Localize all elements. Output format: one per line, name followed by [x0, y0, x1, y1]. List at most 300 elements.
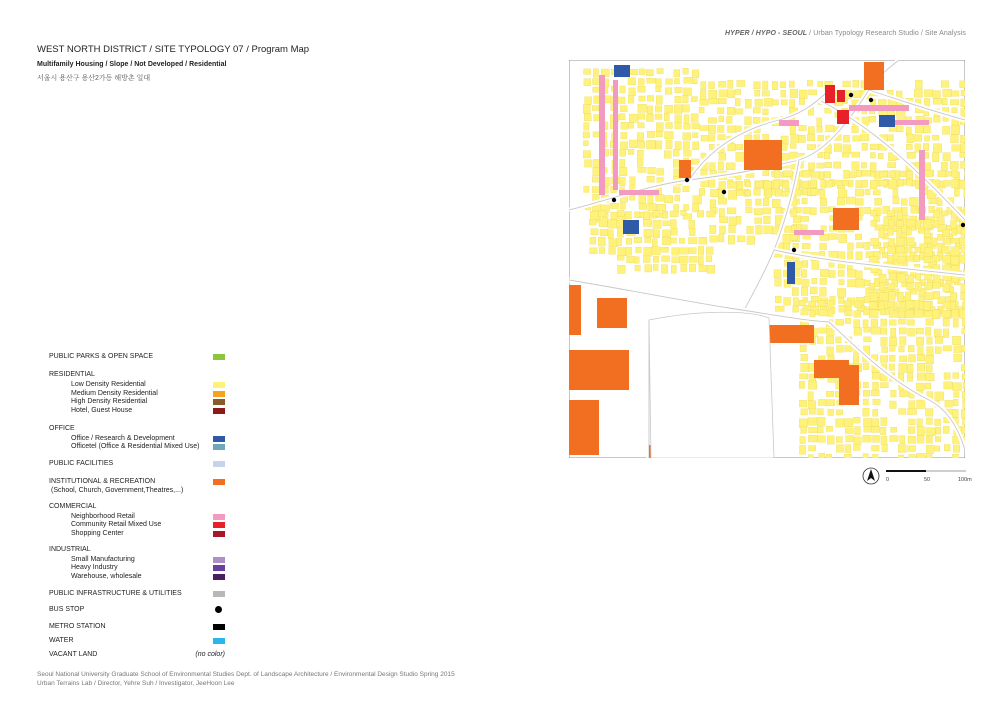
- low-density-building: [718, 98, 726, 104]
- low-density-building: [620, 142, 627, 150]
- low-density-building: [908, 345, 914, 352]
- low-density-building: [880, 356, 887, 363]
- low-density-building: [905, 292, 911, 301]
- low-density-building: [942, 98, 947, 105]
- low-density-building: [923, 220, 932, 229]
- low-density-building: [608, 220, 617, 229]
- low-density-building: [843, 135, 849, 142]
- low-density-building: [746, 190, 751, 196]
- low-density-building: [838, 270, 844, 276]
- low-density-building: [963, 418, 966, 425]
- low-density-building: [764, 226, 773, 234]
- low-density-building: [818, 81, 823, 87]
- low-density-building: [799, 90, 807, 99]
- low-density-building: [853, 80, 859, 87]
- low-density-building: [917, 363, 925, 371]
- low-density-building: [944, 445, 950, 451]
- low-density-building: [909, 197, 918, 205]
- low-density-building: [593, 87, 600, 92]
- low-density-building: [674, 169, 679, 177]
- low-density-building: [630, 177, 635, 185]
- low-density-building: [621, 132, 627, 139]
- low-density-building: [842, 180, 848, 185]
- low-density-building: [675, 142, 681, 150]
- low-density-building: [799, 381, 804, 388]
- low-density-building: [880, 282, 886, 290]
- low-density-building: [854, 327, 862, 335]
- low-density-building: [871, 238, 879, 246]
- low-density-building: [680, 256, 688, 263]
- low-density-building: [907, 283, 914, 290]
- low-density-building: [926, 418, 932, 425]
- low-density-building: [656, 123, 663, 132]
- low-density-building: [683, 186, 689, 192]
- low-density-building: [693, 196, 702, 204]
- legend-item-6: [49, 424, 225, 434]
- low-density-building: [836, 445, 843, 453]
- low-density-building: [924, 311, 932, 317]
- low-density-building: [872, 445, 880, 451]
- low-density-building: [888, 301, 894, 308]
- low-density-building: [916, 274, 921, 281]
- low-density-building: [710, 236, 718, 242]
- neighborhood-retail-building: [919, 150, 925, 220]
- low-density-building: [934, 329, 941, 337]
- low-density-building: [626, 238, 632, 244]
- low-density-building: [882, 347, 888, 353]
- low-density-building: [591, 229, 599, 235]
- low-density-building: [863, 435, 872, 442]
- low-density-building: [710, 225, 716, 233]
- low-density-building: [817, 127, 823, 133]
- low-density-building: [951, 220, 957, 229]
- legend-swatch: [213, 565, 225, 571]
- low-density-building: [861, 163, 866, 169]
- low-density-building: [701, 135, 709, 141]
- low-density-building: [764, 98, 773, 106]
- low-density-building: [933, 91, 941, 99]
- low-density-building: [629, 140, 638, 148]
- low-density-building: [943, 346, 952, 351]
- low-density-building: [907, 364, 913, 373]
- low-density-building: [935, 419, 941, 426]
- low-density-building: [638, 79, 644, 86]
- low-density-building: [952, 145, 960, 151]
- low-density-building: [838, 288, 846, 297]
- low-density-building: [710, 200, 716, 209]
- low-density-building: [662, 230, 670, 237]
- low-density-building: [932, 135, 939, 140]
- low-density-building: [838, 190, 847, 198]
- low-density-building: [924, 257, 931, 263]
- low-density-building: [802, 170, 809, 177]
- low-density-building: [628, 123, 633, 129]
- low-density-building: [869, 310, 878, 319]
- low-density-building: [917, 453, 926, 458]
- low-density-building: [924, 229, 930, 237]
- low-density-building: [736, 216, 741, 224]
- low-density-building: [719, 90, 728, 97]
- credits-line-2: Urban Terrains Lab / Director, Yehre Suh / Investigator, JeeHoon Lee: [37, 680, 235, 687]
- low-density-building: [647, 140, 656, 149]
- low-density-building: [728, 182, 737, 189]
- low-density-building: [961, 345, 965, 352]
- low-density-building: [620, 177, 626, 185]
- low-density-building: [810, 287, 817, 294]
- low-density-building: [871, 171, 876, 176]
- low-density-building: [672, 248, 679, 256]
- low-density-building: [610, 203, 619, 208]
- low-density-building: [755, 218, 762, 224]
- scale-and-north: [862, 466, 972, 490]
- low-density-building: [590, 211, 599, 219]
- neighborhood-retail-building: [794, 230, 824, 235]
- low-density-building: [818, 427, 824, 433]
- program-map: [569, 60, 965, 458]
- low-density-building: [756, 199, 762, 205]
- low-density-building: [737, 236, 745, 242]
- low-density-building: [889, 355, 895, 361]
- low-density-building: [848, 280, 857, 287]
- low-density-building: [656, 86, 661, 92]
- low-density-building: [933, 99, 942, 105]
- legend-swatch: [213, 638, 225, 644]
- low-density-building: [932, 153, 939, 162]
- low-density-building: [854, 417, 860, 423]
- legend-label: Hotel, Guest House: [71, 407, 133, 414]
- low-density-building: [964, 190, 965, 198]
- institutional-building: [569, 400, 599, 455]
- low-density-building: [962, 329, 965, 335]
- low-density-building: [793, 306, 799, 312]
- low-density-building: [950, 302, 956, 311]
- low-density-building: [898, 455, 904, 458]
- low-density-building: [856, 271, 863, 279]
- low-density-building: [643, 255, 650, 263]
- low-density-building: [697, 211, 704, 218]
- low-density-building: [820, 287, 827, 296]
- low-density-building: [710, 99, 719, 104]
- low-density-building: [952, 108, 957, 113]
- low-density-building: [907, 134, 914, 143]
- legend-item-0: [49, 352, 225, 362]
- low-density-building: [645, 265, 652, 272]
- low-density-building: [917, 436, 924, 444]
- low-density-building: [629, 69, 638, 75]
- low-density-building: [945, 400, 953, 407]
- low-density-building: [801, 225, 807, 230]
- low-density-building: [942, 310, 951, 317]
- low-density-building: [905, 310, 913, 318]
- low-density-building: [684, 123, 691, 129]
- low-density-building: [801, 270, 806, 278]
- low-density-building: [801, 287, 808, 296]
- low-density-building: [839, 234, 847, 242]
- low-density-building: [889, 273, 897, 280]
- low-density-building: [657, 204, 666, 211]
- low-density-building: [899, 346, 905, 352]
- legend-swatch: [213, 354, 225, 360]
- low-density-building: [782, 191, 790, 196]
- low-density-building: [865, 242, 870, 249]
- low-density-building: [693, 133, 699, 138]
- low-density-building: [727, 116, 733, 123]
- low-density-building: [854, 437, 861, 444]
- low-density-building: [764, 181, 772, 189]
- low-density-building: [898, 311, 905, 318]
- low-density-building: [719, 116, 724, 122]
- low-density-building: [961, 90, 965, 96]
- low-density-building: [871, 220, 877, 226]
- low-density-building: [675, 122, 682, 129]
- low-density-building: [917, 427, 925, 435]
- low-density-building: [871, 327, 880, 334]
- low-density-building: [726, 163, 735, 170]
- low-density-building: [881, 418, 887, 426]
- low-density-building: [620, 97, 625, 104]
- low-density-building: [810, 189, 818, 196]
- low-density-building: [836, 419, 844, 427]
- legend-item-12: [49, 502, 225, 512]
- legend-label: INDUSTRIAL: [49, 546, 91, 553]
- low-density-building: [959, 255, 965, 263]
- legend-label: PUBLIC FACILITIES: [49, 460, 114, 467]
- low-density-building: [893, 197, 899, 204]
- low-density-building: [617, 255, 624, 260]
- low-density-building: [680, 248, 689, 254]
- low-density-building: [901, 199, 907, 206]
- low-density-building: [583, 132, 590, 138]
- legend-label: PUBLIC PARKS & OPEN SPACE: [49, 353, 153, 360]
- low-density-building: [959, 310, 965, 318]
- low-density-building: [924, 90, 933, 97]
- low-density-building: [862, 180, 868, 187]
- low-density-building: [810, 311, 816, 317]
- low-density-building: [879, 180, 888, 185]
- low-density-building: [801, 426, 807, 433]
- low-density-building: [683, 68, 689, 74]
- low-density-building: [584, 186, 589, 192]
- low-density-building: [856, 252, 862, 260]
- legend-label: Medium Density Residential: [71, 390, 158, 397]
- low-density-building: [593, 132, 599, 137]
- low-density-building: [932, 238, 937, 246]
- low-density-building: [762, 91, 769, 97]
- low-density-building: [954, 392, 959, 398]
- low-density-building: [763, 81, 769, 90]
- low-density-building: [679, 238, 685, 243]
- low-density-building: [683, 142, 689, 150]
- low-density-building: [888, 284, 895, 290]
- low-density-building: [943, 329, 949, 338]
- low-density-building: [871, 419, 879, 427]
- low-density-building: [953, 383, 962, 391]
- low-density-building: [584, 79, 591, 86]
- neighborhood-retail-building: [849, 105, 909, 111]
- low-density-building: [890, 436, 899, 442]
- low-density-building: [718, 108, 725, 114]
- low-density-building: [925, 136, 930, 141]
- bus-stop-marker: [612, 198, 616, 202]
- low-density-building: [755, 182, 763, 188]
- low-density-building: [887, 211, 895, 217]
- low-density-building: [617, 210, 624, 216]
- low-density-building: [820, 278, 827, 284]
- low-density-building: [653, 265, 658, 271]
- legend-item-22: [49, 622, 225, 632]
- low-density-building: [809, 408, 816, 414]
- low-density-building: [961, 365, 965, 372]
- low-density-building: [879, 274, 886, 283]
- low-density-building: [799, 125, 807, 130]
- low-density-building: [826, 125, 835, 132]
- low-density-building: [927, 337, 933, 344]
- low-density-building: [735, 109, 743, 114]
- low-density-building: [808, 381, 816, 389]
- low-density-building: [698, 246, 704, 255]
- low-density-building: [657, 69, 663, 74]
- low-density-building: [855, 189, 864, 196]
- low-density-building: [836, 319, 844, 325]
- low-density-building: [808, 418, 817, 426]
- low-density-building: [844, 301, 851, 307]
- low-density-building: [899, 356, 907, 362]
- low-density-building: [790, 89, 798, 98]
- low-density-building: [808, 163, 815, 170]
- low-density-building: [728, 190, 736, 199]
- low-density-building: [826, 336, 834, 344]
- low-density-building: [583, 151, 591, 158]
- low-density-building: [812, 278, 817, 284]
- low-density-building: [639, 69, 645, 75]
- low-density-building: [914, 300, 919, 308]
- legend-item-9: [49, 459, 225, 469]
- low-density-building: [746, 207, 753, 212]
- low-density-building: [908, 320, 915, 326]
- low-density-building: [854, 301, 861, 307]
- low-density-building: [625, 212, 631, 220]
- low-density-building: [924, 238, 930, 244]
- low-density-building: [783, 234, 791, 243]
- low-density-building: [728, 126, 737, 133]
- low-density-building: [880, 328, 887, 334]
- low-density-building: [801, 309, 808, 315]
- low-density-building: [629, 114, 638, 122]
- scale-tick-100: 100m: [958, 477, 972, 483]
- low-density-building: [873, 409, 878, 416]
- neighborhood-retail-building: [599, 75, 605, 195]
- low-density-building: [951, 238, 959, 243]
- low-density-building: [692, 70, 699, 78]
- low-density-building: [927, 428, 936, 436]
- low-density-building: [916, 337, 923, 346]
- low-density-building: [924, 98, 930, 106]
- legend-label: Warehouse, wholesale: [71, 573, 142, 580]
- low-density-building: [662, 256, 670, 262]
- low-density-building: [889, 337, 896, 346]
- low-density-building: [747, 236, 755, 245]
- low-density-building: [855, 199, 863, 206]
- low-density-building: [790, 100, 795, 108]
- low-density-building: [827, 301, 833, 309]
- low-density-building: [898, 179, 903, 186]
- low-density-building: [648, 167, 656, 174]
- studio-header-rest: / Urban Typology Research Studio / Site Analysis: [807, 30, 966, 37]
- low-density-building: [880, 383, 888, 388]
- legend-label: OFFICE: [49, 425, 75, 432]
- low-density-building: [897, 274, 906, 283]
- low-density-building: [638, 167, 646, 172]
- low-density-building: [897, 126, 903, 132]
- low-density-building: [845, 346, 852, 352]
- low-density-building: [700, 91, 706, 100]
- low-density-building: [688, 238, 697, 244]
- low-density-building: [909, 419, 916, 425]
- low-density-building: [842, 152, 849, 157]
- low-density-building: [592, 187, 599, 193]
- low-density-building: [701, 82, 706, 90]
- low-density-building: [802, 243, 810, 248]
- low-density-building: [881, 319, 887, 326]
- low-density-building: [942, 246, 950, 253]
- low-density-building: [775, 279, 782, 286]
- institutional-building: [597, 298, 627, 328]
- low-density-building: [906, 247, 912, 252]
- low-density-building: [719, 81, 727, 87]
- low-density-building: [854, 320, 860, 328]
- legend-item-23: [49, 636, 225, 646]
- low-density-building: [627, 256, 636, 262]
- low-density-building: [756, 225, 763, 234]
- low-density-building: [880, 247, 885, 253]
- low-density-building: [729, 217, 737, 226]
- low-density-building: [844, 454, 851, 458]
- low-density-building: [837, 198, 845, 206]
- low-density-building: [933, 275, 940, 283]
- low-density-building: [620, 86, 625, 93]
- low-density-building: [890, 346, 896, 352]
- low-density-building: [735, 144, 743, 149]
- low-density-building: [655, 114, 662, 119]
- low-density-building: [782, 182, 789, 188]
- low-density-building: [825, 181, 832, 188]
- bus-stop-marker: [849, 93, 853, 97]
- low-density-building: [915, 282, 921, 290]
- low-density-building: [718, 198, 727, 204]
- low-density-building: [899, 364, 907, 373]
- low-density-building: [718, 235, 724, 243]
- low-density-building: [925, 248, 933, 257]
- low-density-building: [829, 251, 838, 258]
- low-density-building: [950, 100, 959, 105]
- low-density-building: [653, 220, 661, 228]
- low-density-building: [960, 144, 965, 152]
- low-density-building: [889, 311, 897, 318]
- low-density-building: [907, 373, 912, 382]
- legend-swatch: [213, 382, 225, 388]
- institutional-building: [864, 62, 884, 90]
- low-density-building: [689, 220, 695, 228]
- low-density-building: [829, 271, 835, 278]
- low-density-building: [952, 454, 958, 458]
- legend-swatch: [213, 591, 225, 597]
- low-density-building: [620, 159, 625, 167]
- low-density-building: [926, 319, 934, 326]
- low-density-building: [810, 208, 816, 215]
- low-density-building: [656, 132, 663, 137]
- low-density-building: [774, 180, 780, 189]
- low-density-building: [935, 392, 944, 401]
